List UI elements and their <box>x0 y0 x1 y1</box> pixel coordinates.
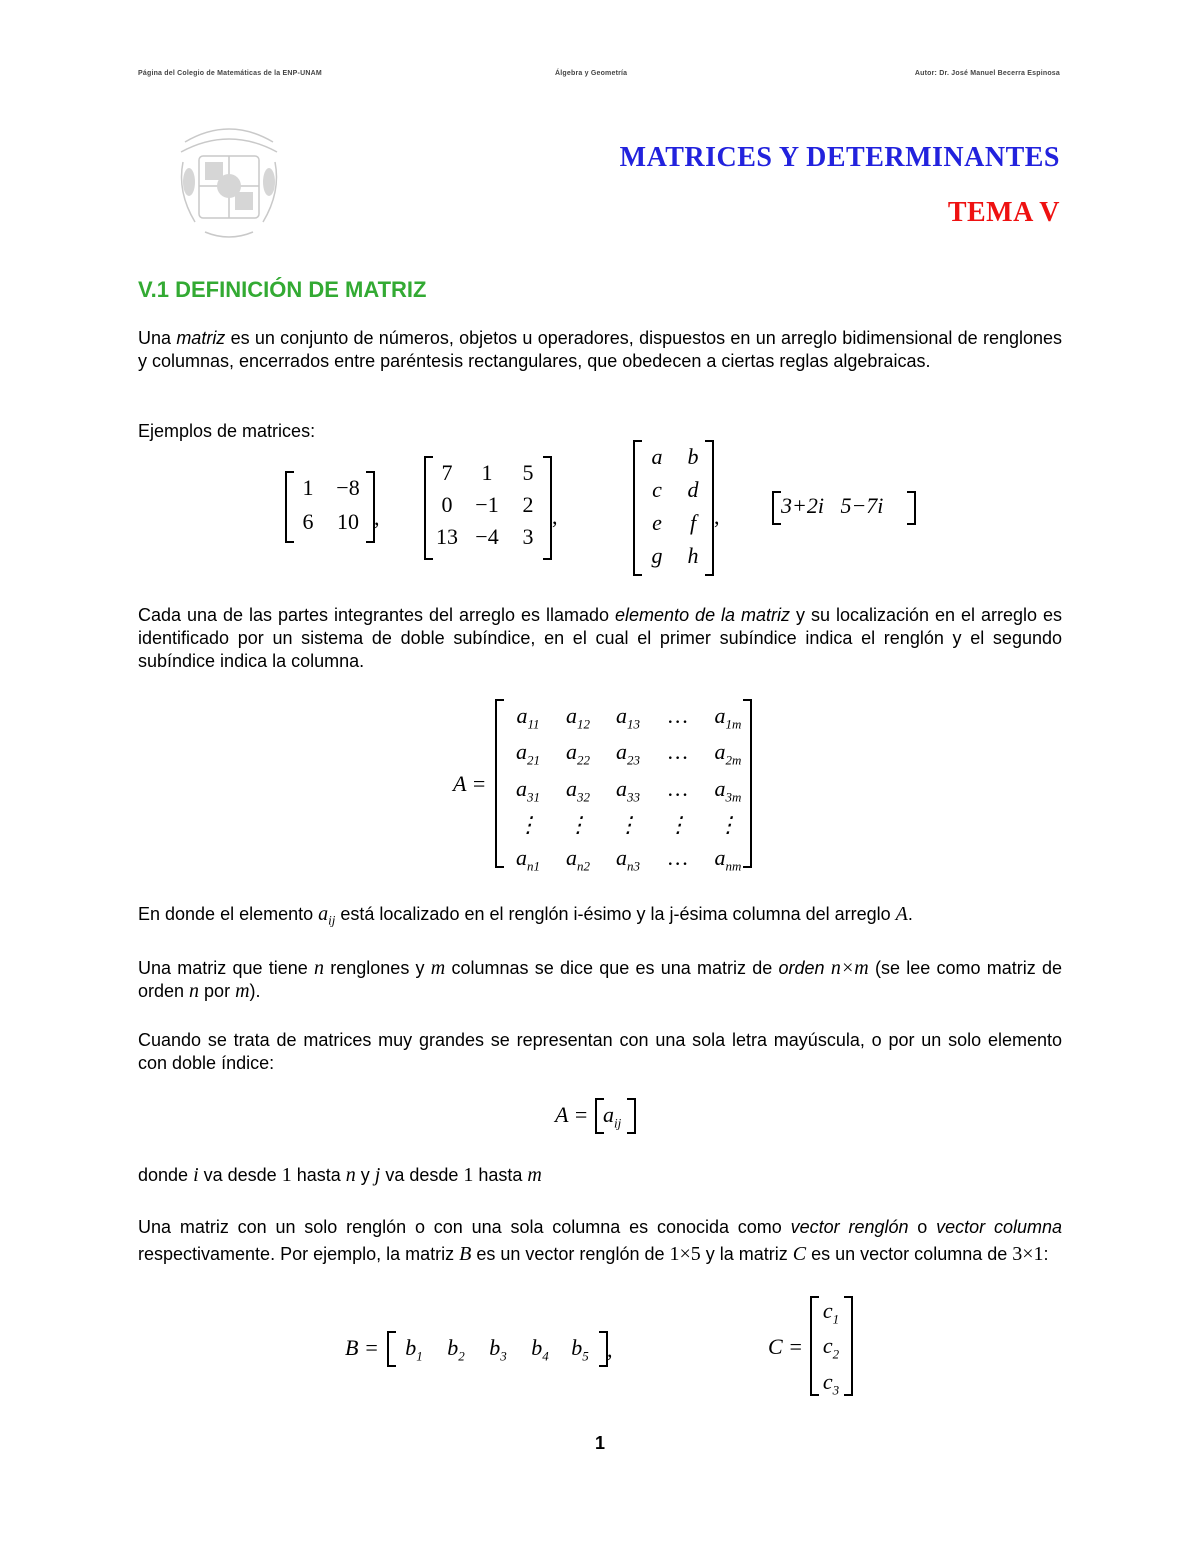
matrix-element: ⋮ <box>617 812 639 838</box>
paragraph-index-range: donde i va desde 1 hasta n y j va desde 1 hasta m <box>138 1164 542 1186</box>
matrix-element: $a_{33}$ <box>616 775 640 805</box>
matrix-element: ⋮ <box>567 812 589 838</box>
vector-b-element: $b_5$ <box>571 1335 589 1364</box>
example-matrix-3: a b c d e f g h , <box>633 440 723 576</box>
matrix-element: … <box>668 703 688 728</box>
matrix-element: $a_{1m}$ <box>714 703 742 732</box>
paragraph-large-matrices: Cuando se trata de matrices muy grandes se representan con una sola letra mayúscula, o por un solo elemento con doble índice: <box>138 1030 1062 1073</box>
vector-b-element: $b_4$ <box>531 1335 549 1364</box>
matrix-element: ⋮ <box>517 812 539 838</box>
paragraph-definition: Una matriz es un conjunto de números, objetos u operadores, dispuestos en un arreglo bidimensional de renglones y columnas, encerrados entre paréntesis rectangulares, que obedecen a ciertas reglas algebraicas. <box>138 328 1063 371</box>
matrix-element: $a_{21}$ <box>516 739 540 768</box>
vector-c-element: $c_3$ <box>822 1368 840 1398</box>
vector-b-element: $b_2$ <box>447 1335 465 1364</box>
vector-c-element: $c_2$ <box>822 1333 840 1362</box>
paragraph-vectors: Una matriz con un solo renglón o con una sola columna es conocida como vector renglón o vector columna respectivamente. Por ejemplo, la matriz B es un vector renglón de 1×5 y la matriz C es un vector columna de 3×1: <box>138 1217 1062 1265</box>
example-matrix-1: 1 −8 6 10 , <box>285 471 375 543</box>
column-vector-C: C = $c_1$ $c_2$ $c_3$ <box>768 1296 858 1396</box>
examples-label: Ejemplos de matrices: <box>138 421 316 441</box>
matrix-element: … <box>668 775 688 801</box>
section-heading: V.1 DEFINICIÓN DE MATRIZ <box>138 277 427 302</box>
unam-crest-logo <box>175 122 283 240</box>
example-matrix-2: 7 1 5 0 −1 2 13 −4 3 , <box>424 456 554 560</box>
matrix-element: $a_{31}$ <box>516 775 540 805</box>
document-title: MATRICES Y DETERMINANTES <box>619 142 1060 173</box>
header-center: Álgebra y Geometría <box>555 70 628 77</box>
vector-c-element: $c_1$ <box>822 1298 840 1327</box>
matrix-element: $a_{23}$ <box>616 739 640 768</box>
matrix-element: $a_{nm}$ <box>714 845 742 874</box>
matrix-element: $a_{22}$ <box>566 739 590 768</box>
equation-a-ij: A = $a_{ij}$ <box>555 1096 645 1136</box>
matrix-element: ⋮ <box>717 812 739 838</box>
matrix-element: $a_{11}$ <box>516 703 540 732</box>
page-number: 1 <box>594 1433 605 1453</box>
paragraph-aij: En donde el elemento $a_{ij}$ está localizado en el renglón i-ésimo y la j-ésima columna del arreglo A. <box>138 903 913 928</box>
matrix-element: $a_{32}$ <box>566 775 590 805</box>
matrix-element: $a_{3m}$ <box>714 775 742 805</box>
matrix-element: … <box>668 845 688 871</box>
document-subtitle: TEMA V <box>947 197 1060 228</box>
matrix-element: … <box>668 739 688 765</box>
row-vector-B: B = $b_1$ $b_2$ $b_3$ $b_4$ $b_5$ , <box>345 1331 605 1367</box>
generic-matrix-A: A = $a_{11}$ $a_{12}$ $a_{13}$ … $a_{1m}$ $a_{21}$ $a_{22}$ $a_{23}$ … $a_{2m}$ $a_{31}$ $a_{32}$ $a_{33}$ … $a_{3m}$ ⋮ ⋮ ⋮ ⋮ ⋮ $a_{n1}$ $a_{n2}$ $a_{n3}$ … $a_{nm}$ <box>453 695 753 870</box>
header-left: Página del Colegio de Matemáticas de la ENP-UNAM <box>138 70 322 77</box>
matrix-element: $a_{n2}$ <box>566 845 590 874</box>
vector-b-element: $b_3$ <box>489 1335 507 1364</box>
vector-b-element: $b_1$ <box>405 1335 423 1364</box>
matrix-element: $a_{n3}$ <box>616 845 640 874</box>
matrix-element: $a_{12}$ <box>566 703 590 732</box>
paragraph-order: Una matriz que tiene n renglones y m columnas se dice que es una matriz de orden n×m (se lee como matriz de orden n por m). <box>138 957 1062 1002</box>
matrix-element: $a_{13}$ <box>616 703 640 732</box>
example-matrix-4: 3+2i 5−7i <box>772 491 918 525</box>
matrix-element: ⋮ <box>667 812 689 838</box>
matrix-element: $a_{n1}$ <box>516 845 540 874</box>
matrix-element: $a_{2m}$ <box>714 739 742 768</box>
paragraph-elements: Cada una de las partes integrantes del arreglo es llamado elemento de la matriz y su localización en el arreglo es identificado por un sistema de doble subíndice, en el cual el primer subíndice indica el renglón y el segundo subíndice indica la columna. <box>138 605 1063 671</box>
header-right: Autor: Dr. José Manuel Becerra Espinosa <box>914 70 1060 77</box>
